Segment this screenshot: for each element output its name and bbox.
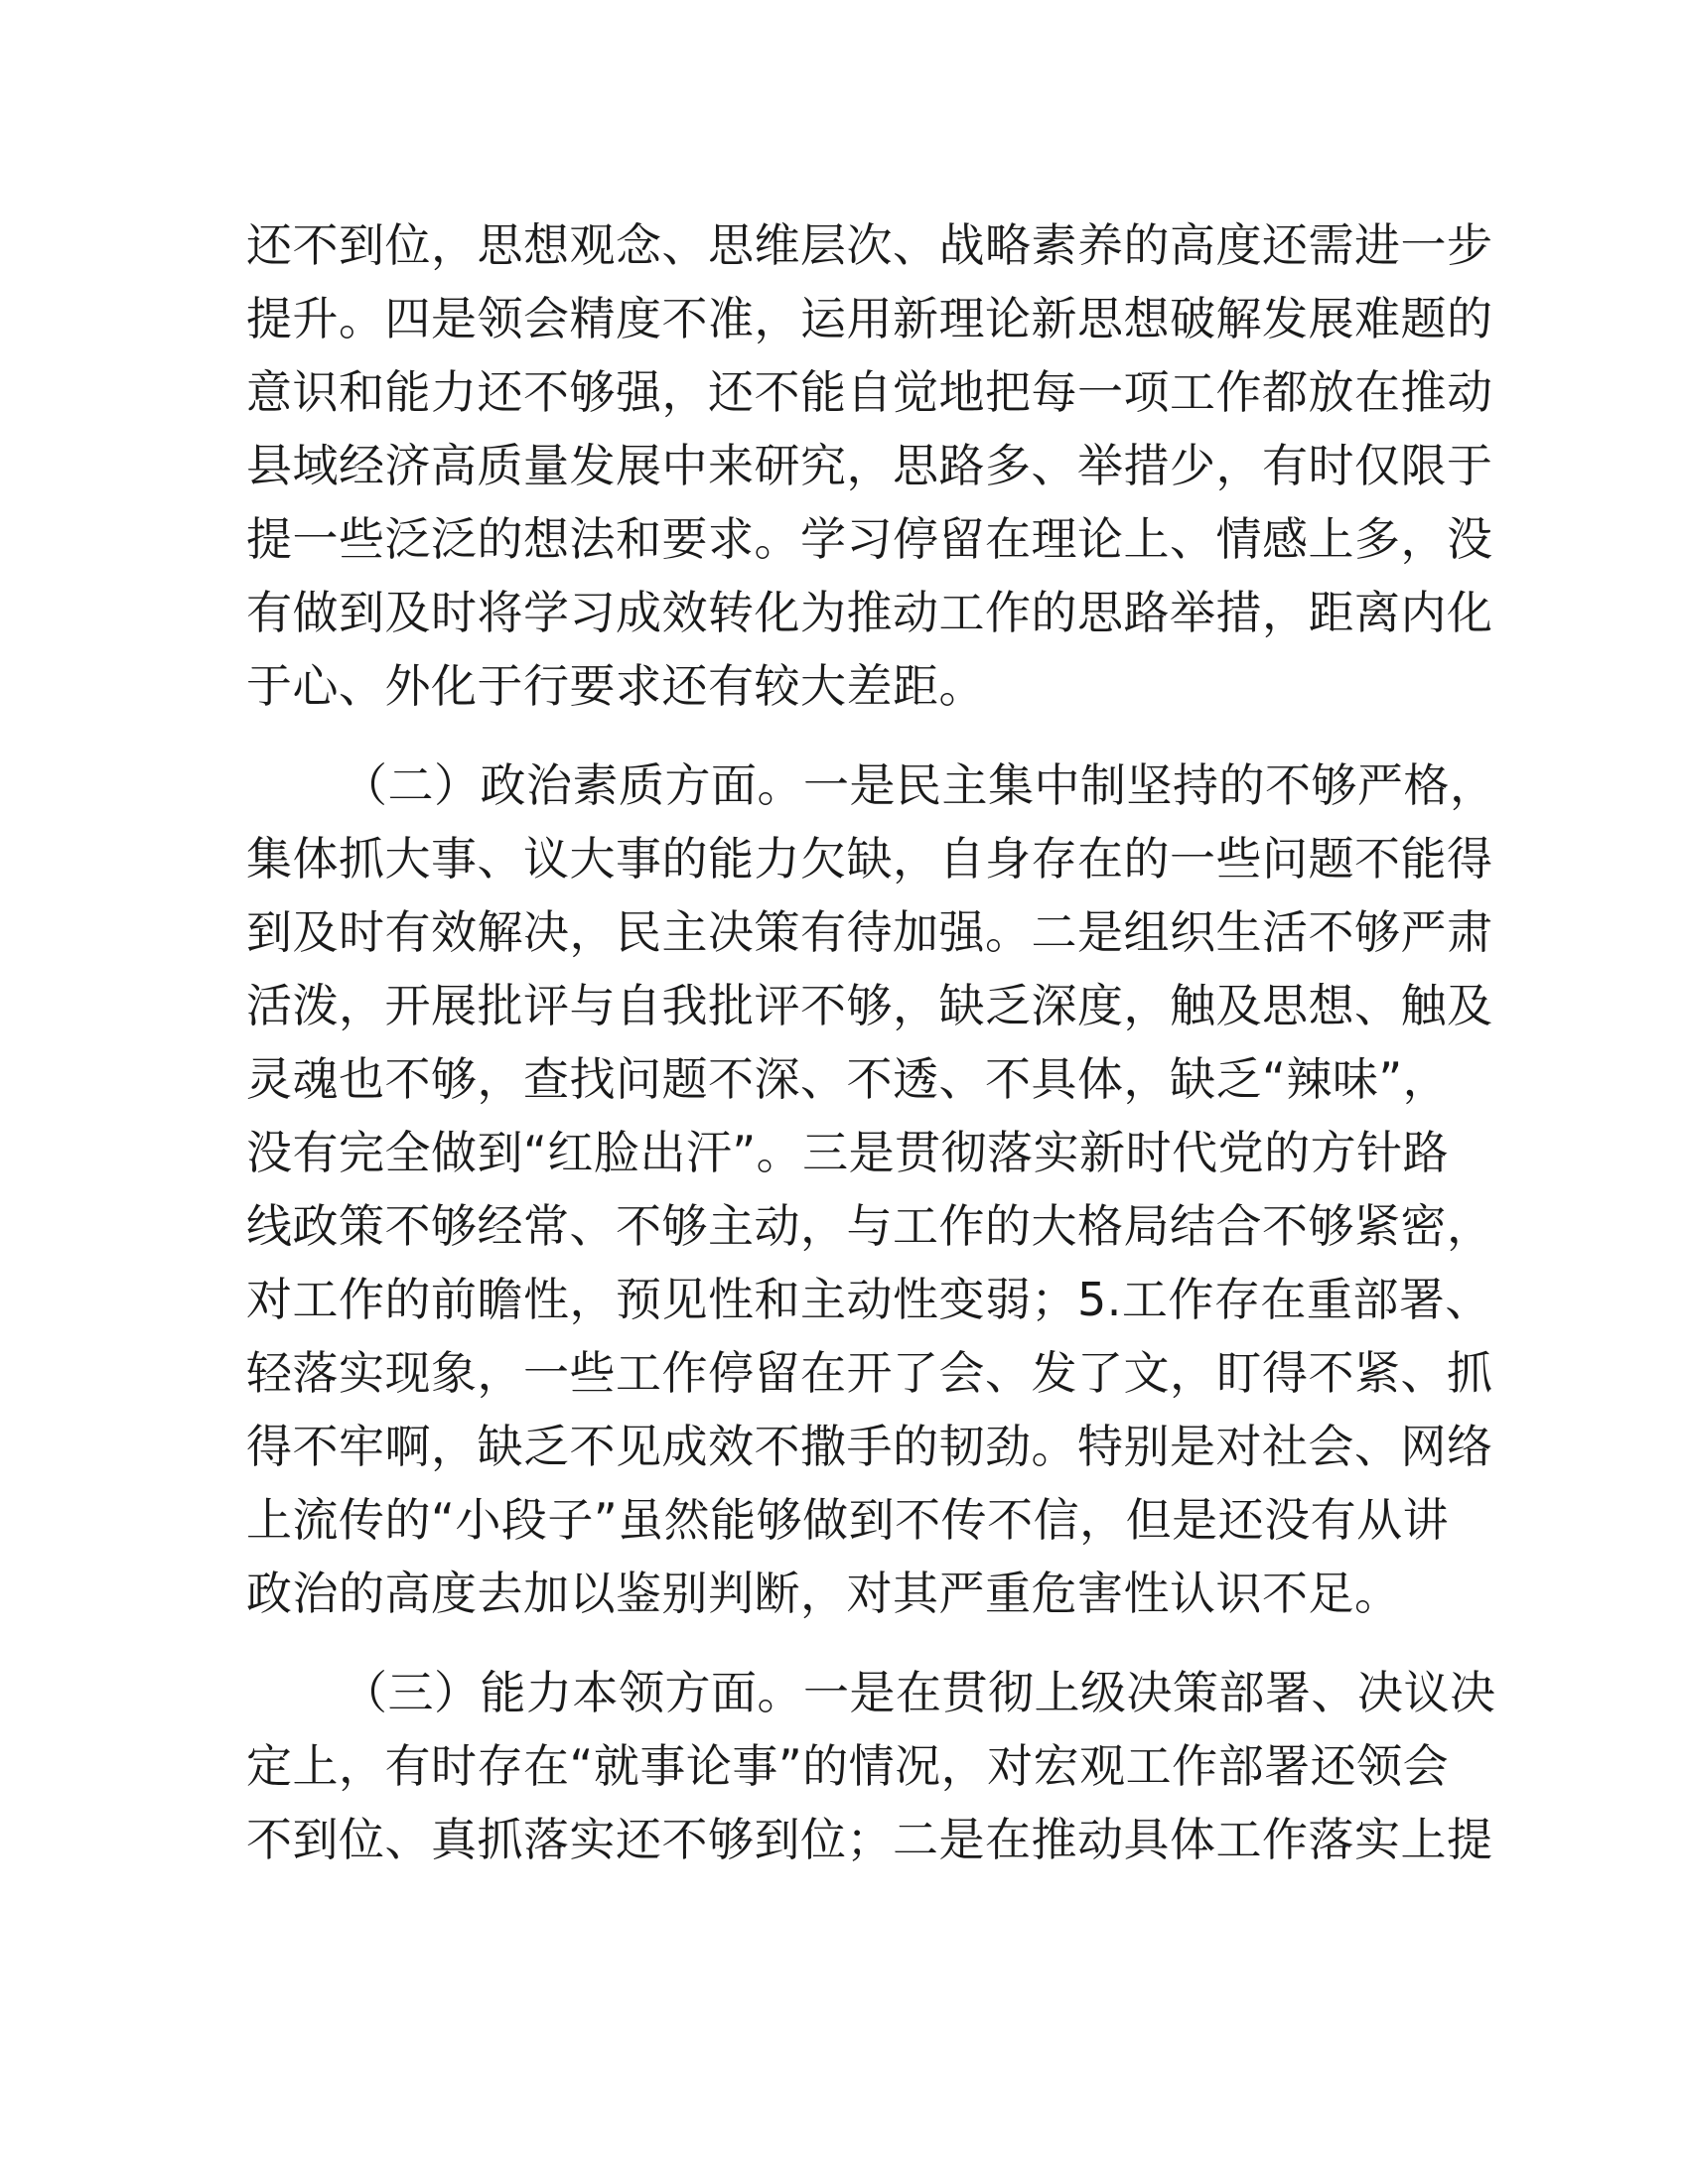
text-line: 线政策不够经常、不够主动，与工作的大格局结合不够紧密， — [246, 1199, 1493, 1253]
text-line: 提升。四是领会精度不准，运用新理论新思想破解发展难题的 — [246, 292, 1493, 345]
text-line: 上流传的“小段子”虽然能够做到不传不信，但是还没有从讲 — [246, 1493, 1450, 1547]
text-line: 还不到位，思想观念、思维层次、战略素养的高度还需进一步 — [246, 218, 1493, 272]
text-line: 没有完全做到“红脸出汗”。三是贯彻落实新时代党的方针路 — [246, 1126, 1450, 1179]
paragraph-spacer — [246, 1630, 1438, 1656]
text-line: 轻落实现象，一些工作停留在开了会、发了文，盯得不紧、抓 — [246, 1346, 1493, 1400]
section-heading-line: （二）政治素质方面。一是民主集中制坚持的不够严格， — [342, 758, 1496, 812]
text-line: 活泼，开展批评与自我批评不够，缺乏深度，触及思想、触及 — [246, 979, 1493, 1032]
section-heading-line: （三）能力本领方面。一是在贯彻上级决策部署、决议决 — [342, 1666, 1496, 1719]
text-line: 对工作的前瞻性，预见性和主动性变弱；5.工作存在重部署、 — [246, 1273, 1491, 1326]
text-line: 得不牢啊，缺乏不见成效不撒手的韧劲。特别是对社会、网络 — [246, 1420, 1493, 1473]
text-line: 于心、外化于行要求还有较大差距。 — [246, 659, 985, 713]
text-line: 意识和能力还不够强，还不能自觉地把每一项工作都放在推动 — [246, 365, 1493, 419]
paragraph-1 — [246, 208, 1493, 723]
paragraph-3 — [246, 1656, 1496, 1876]
text-line: 定上，有时存在“就事论事”的情况，对宏观工作部署还领会 — [246, 1739, 1450, 1793]
text-line: 提一些泛泛的想法和要求。学习停留在理论上、情感上多，没 — [246, 512, 1493, 566]
text-line: 灵魂也不够，查找问题不深、不透、不具体，缺乏“辣味”， — [246, 1052, 1450, 1106]
text-line: 有做到及时将学习成效转化为推动工作的思路举措，距离内化 — [246, 586, 1493, 639]
text-line: 不到位、真抓落实还不够到位；二是在推动具体工作落实上提 — [246, 1813, 1493, 1866]
text-line: 政治的高度去加以鉴别判断，对其严重危害性认识不足。 — [246, 1567, 1401, 1620]
text-line: 县域经济高质量发展中来研究，思路多、举措少，有时仅限于 — [246, 439, 1493, 492]
text-line: 到及时有效解决，民主决策有待加强。二是组织生活不够严肃 — [246, 905, 1493, 959]
text-line: 集体抓大事、议大事的能力欠缺，自身存在的一些问题不能得 — [246, 832, 1493, 886]
paragraph-spacer — [246, 723, 1438, 749]
paragraph-2 — [246, 749, 1496, 1630]
document-body — [246, 208, 1496, 1876]
